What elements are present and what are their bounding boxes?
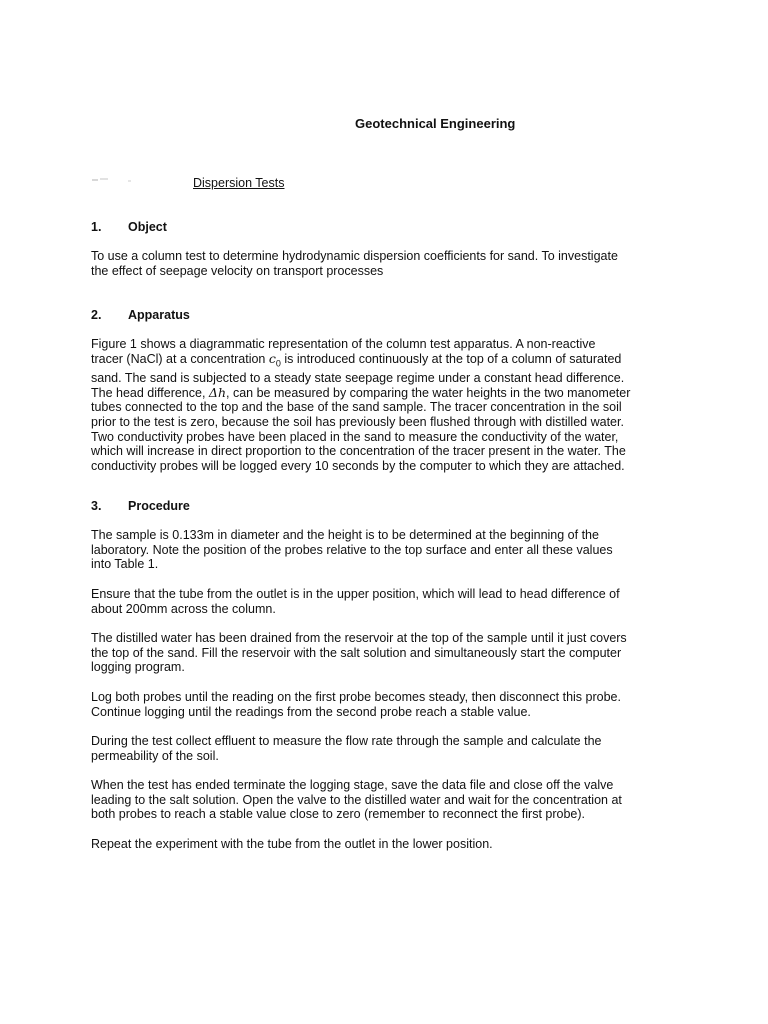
section-number: 2. — [91, 308, 102, 322]
paragraph-line: The distilled water has been drained from the reservoir at the top of the sample until it just covers — [91, 631, 627, 645]
section-number: 3. — [91, 499, 102, 513]
paragraph-line: sand. The sand is subjected to a steady state seepage regime under a constant head difference. — [91, 370, 625, 385]
paragraph-line: Log both probes until the reading on the first probe becomes steady, then disconnect this probe. — [91, 690, 621, 704]
paragraph-line: prior to the test is zero, because the soil has previously been flushed through with distilled water. — [91, 415, 624, 430]
paragraph-line: Two conductivity probes have been placed in the sand to measure the conductivity of the water, — [91, 429, 619, 444]
document-subtitle: Dispersion Tests — [193, 176, 285, 190]
line-text: , can be measured by comparing the water heights in the two manometer — [226, 385, 631, 400]
section-title: Procedure — [128, 499, 190, 513]
scan-artifact — [92, 177, 132, 185]
paragraph-line: tubes connected to the top and the base of the sand sample. The tracer concentration in the soil — [91, 400, 622, 415]
line-text: is introduced continuously at the top of a column of saturated — [280, 351, 622, 366]
paragraph-line: leading to the salt solution. Open the valve to the distilled water and wait for the concentration at — [91, 792, 622, 807]
paragraph-line — [91, 352, 691, 371]
object-paragraph — [91, 249, 691, 278]
procedure-paragraph-4 — [91, 690, 691, 719]
head-difference-symbol: Δh — [208, 384, 226, 400]
procedure-paragraph-3 — [91, 631, 691, 675]
paragraph-line: into Table 1. — [91, 557, 159, 572]
section-heading-apparatus — [91, 308, 190, 322]
paragraph-line — [91, 386, 691, 401]
procedure-paragraph-5 — [91, 734, 691, 763]
paragraph-line: To use a column test to determine hydrodynamic dispersion coefficients for sand. To investigate — [91, 249, 618, 263]
section-heading-object — [91, 220, 167, 234]
section-number: 1. — [91, 220, 102, 234]
paragraph-line: Ensure that the tube from the outlet is in the upper position, which will lead to head difference of — [91, 587, 620, 601]
section-title: Apparatus — [128, 308, 190, 322]
paragraph-line: which will increase in direct proportion to the concentration of the tracer present in the water. The — [91, 444, 626, 459]
paragraph-line: When the test has ended terminate the logging stage, save the data file and close off the valve — [91, 778, 614, 792]
line-text: tracer (NaCl) at a concentration — [91, 351, 269, 366]
paragraph-line: During the test collect effluent to measure the flow rate through the sample and calculate the — [91, 734, 602, 748]
procedure-paragraph-6 — [91, 778, 691, 822]
symbol-subscript: 0 — [275, 358, 281, 369]
concentration-symbol — [268, 350, 281, 369]
paragraph-line: the effect of seepage velocity on transport processes — [91, 263, 384, 278]
paragraph-line: the top of the sand. Fill the reservoir with the salt solution and simultaneously start the computer — [91, 645, 622, 660]
section-title: Object — [128, 220, 167, 234]
line-text: The head difference, — [91, 385, 209, 400]
paragraph-line: logging program. — [91, 660, 185, 675]
apparatus-paragraph — [91, 337, 691, 474]
procedure-paragraph-7 — [91, 837, 691, 852]
paragraph-line: The sample is 0.133m in diameter and the height is to be determined at the beginning of the — [91, 528, 599, 542]
paragraph-line: laboratory. Note the position of the probes relative to the top surface and enter all these values — [91, 542, 613, 557]
symbol-letter: c — [268, 350, 276, 366]
paragraph-line: both probes to reach a stable value close to zero (remember to reconnect the first probe). — [91, 807, 586, 822]
paragraph-line: permeability of the soil. — [91, 748, 219, 763]
section-heading-procedure — [91, 499, 190, 513]
document-title: Geotechnical Engineering — [355, 116, 516, 131]
paragraph-line: Figure 1 shows a diagrammatic representation of the column test apparatus. A non-reactive — [91, 337, 596, 351]
paragraph-line: about 200mm across the column. — [91, 601, 276, 616]
paragraph-line: conductivity probes will be logged every 10 seconds by the computer to which they are attached. — [91, 459, 625, 474]
procedure-paragraph-2 — [91, 587, 691, 616]
paragraph-line: Continue logging until the readings from the second probe reach a stable value. — [91, 704, 531, 719]
paragraph-line: Repeat the experiment with the tube from the outlet in the lower position. — [91, 837, 493, 851]
procedure-paragraph-1 — [91, 528, 691, 572]
